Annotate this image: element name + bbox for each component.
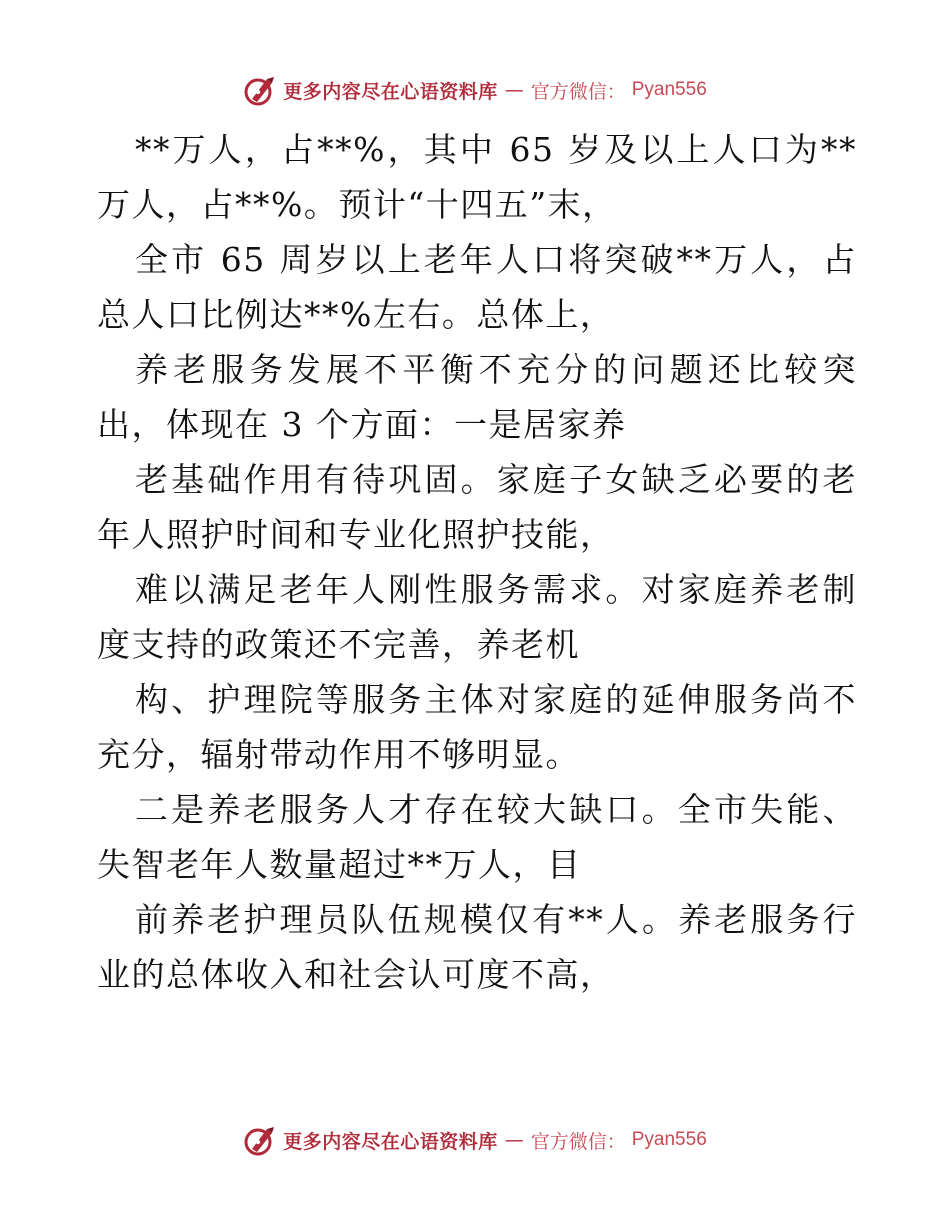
- footer-wechat-label: 官方微信：: [530, 1130, 626, 1153]
- header-wechat-label: 官方微信：: [530, 80, 626, 103]
- header-banner: [0, 70, 950, 110]
- body-paragraph-4: 老基础作用有待巩固。家庭子女缺乏必要的老年人照护时间和专业化照护技能，: [97, 460, 857, 554]
- body-paragraph-7: 二是养老服务人才存在较大缺口。全市失能、失智老年人数量超过**万人，目: [97, 790, 857, 884]
- header-wechat-id: Pyan556: [631, 79, 707, 100]
- body-paragraph-5: 难以满足老年人刚性服务需求。对家庭养老制度支持的政策还不完善，养老机: [97, 570, 857, 664]
- header-banner-inner: [243, 73, 707, 107]
- footer-dash: —: [504, 1129, 524, 1151]
- footer-brand-text: 更多内容尽在心语资料库: [283, 1130, 498, 1153]
- footer-banner-inner: [243, 1123, 707, 1157]
- body-paragraph-2: 全市 65 周岁以上老年人口将突破**万人，占总人口比例达**%左右。总体上，: [97, 240, 857, 334]
- footer-banner: [0, 1120, 950, 1160]
- document-body: [97, 122, 857, 1002]
- footer-wechat-id: Pyan556: [631, 1129, 707, 1150]
- body-paragraph-6: 构、护理院等服务主体对家庭的延伸服务尚不充分，辐射带动作用不够明显。: [97, 680, 857, 774]
- body-paragraph-1: **万人，占**%，其中 65 岁及以上人口为**万人，占**%。预计“十四五”末，: [97, 130, 857, 224]
- header-dash: —: [504, 79, 524, 101]
- body-paragraph-8: 前养老护理员队伍规模仅有**人。养老服务行业的总体收入和社会认可度不高，: [97, 900, 857, 994]
- header-brand-text: 更多内容尽在心语资料库: [283, 80, 498, 103]
- body-paragraph-3: 养老服务发展不平衡不充分的问题还比较突出，体现在 3 个方面：一是居家养: [97, 350, 857, 444]
- pen-nib-logo-icon: [243, 1123, 277, 1157]
- pen-nib-logo-icon: [243, 73, 277, 107]
